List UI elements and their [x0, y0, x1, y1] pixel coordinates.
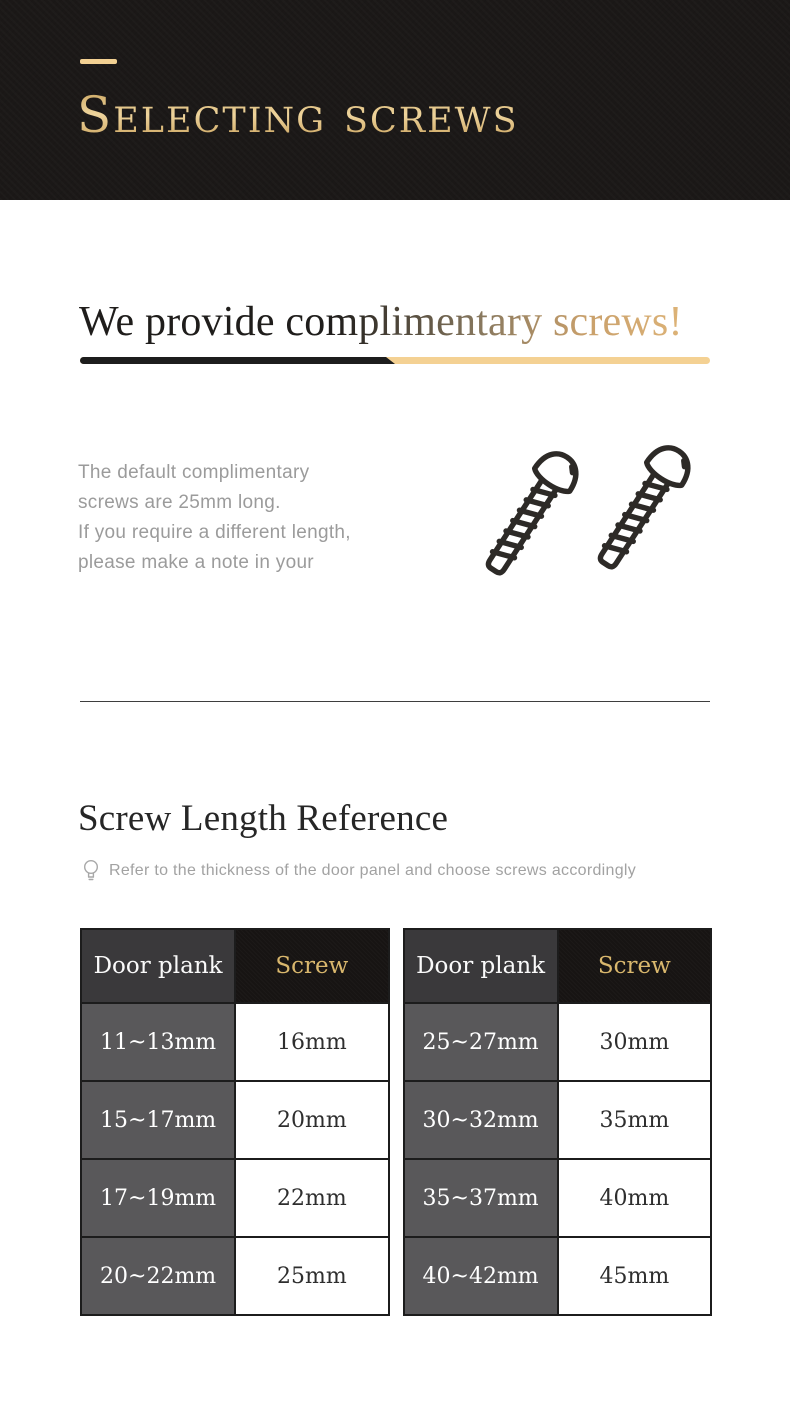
- screw-cell: 45mm: [558, 1237, 711, 1315]
- plank-cell: 15~17mm: [81, 1081, 235, 1159]
- plank-cell: 25~27mm: [404, 1003, 558, 1081]
- table-header-row: [404, 929, 712, 1003]
- section-divider: [80, 701, 710, 702]
- screws-illustration: [492, 436, 732, 601]
- intro-line: please make a note in your: [78, 552, 314, 573]
- intro-paragraph: [78, 458, 438, 578]
- table-row: [81, 1081, 389, 1159]
- screw-cell: 35mm: [558, 1081, 711, 1159]
- reference-title: Screw Length Reference: [78, 798, 449, 839]
- plank-cell: 35~37mm: [404, 1159, 558, 1237]
- plank-cell: 11~13mm: [81, 1003, 235, 1081]
- table-header-row: [81, 929, 389, 1003]
- screw-cell: 40mm: [558, 1159, 711, 1237]
- table-row: [404, 1237, 712, 1315]
- intro-heading: We provide complimentary screws!: [79, 299, 683, 345]
- screw-header: Screw: [558, 929, 711, 1003]
- door-plank-header: Door plank: [404, 929, 558, 1003]
- table-row: [81, 1003, 389, 1081]
- screw-cell: 16mm: [235, 1003, 388, 1081]
- page-title: Selecting screws: [77, 86, 519, 144]
- table-row: [404, 1003, 712, 1081]
- door-plank-header: Door plank: [81, 929, 235, 1003]
- table-row: [81, 1237, 389, 1315]
- table-row: [81, 1159, 389, 1237]
- accent-rule: [80, 357, 710, 364]
- gold-dash: [80, 59, 117, 64]
- screw-cell: 30mm: [558, 1003, 711, 1081]
- plank-cell: 40~42mm: [404, 1237, 558, 1315]
- screw-icon: [463, 437, 595, 594]
- reference-tip-text: Refer to the thickness of the door panel and choose screws accordingly: [109, 862, 637, 879]
- screw-cell: 20mm: [235, 1081, 388, 1159]
- light-bulb-icon: [82, 858, 100, 884]
- intro-line: If you require a different length,: [78, 522, 351, 543]
- plank-cell: 30~32mm: [404, 1081, 558, 1159]
- reference-tip: [82, 858, 636, 884]
- accent-rule-black: [80, 357, 395, 364]
- screw-table-left: [80, 928, 390, 1316]
- screw-cell: 22mm: [235, 1159, 388, 1237]
- intro-line: screws are 25mm long.: [78, 492, 281, 513]
- screw-cell: 25mm: [235, 1237, 388, 1315]
- screw-icon: [575, 431, 707, 588]
- hero-banner: [0, 0, 790, 200]
- table-row: [404, 1159, 712, 1237]
- table-row: [404, 1081, 712, 1159]
- plank-cell: 17~19mm: [81, 1159, 235, 1237]
- screw-header: Screw: [235, 929, 388, 1003]
- screw-table-right: [403, 928, 713, 1316]
- screw-length-tables: [80, 928, 712, 1316]
- plank-cell: 20~22mm: [81, 1237, 235, 1315]
- intro-line: The default complimentary: [78, 462, 310, 483]
